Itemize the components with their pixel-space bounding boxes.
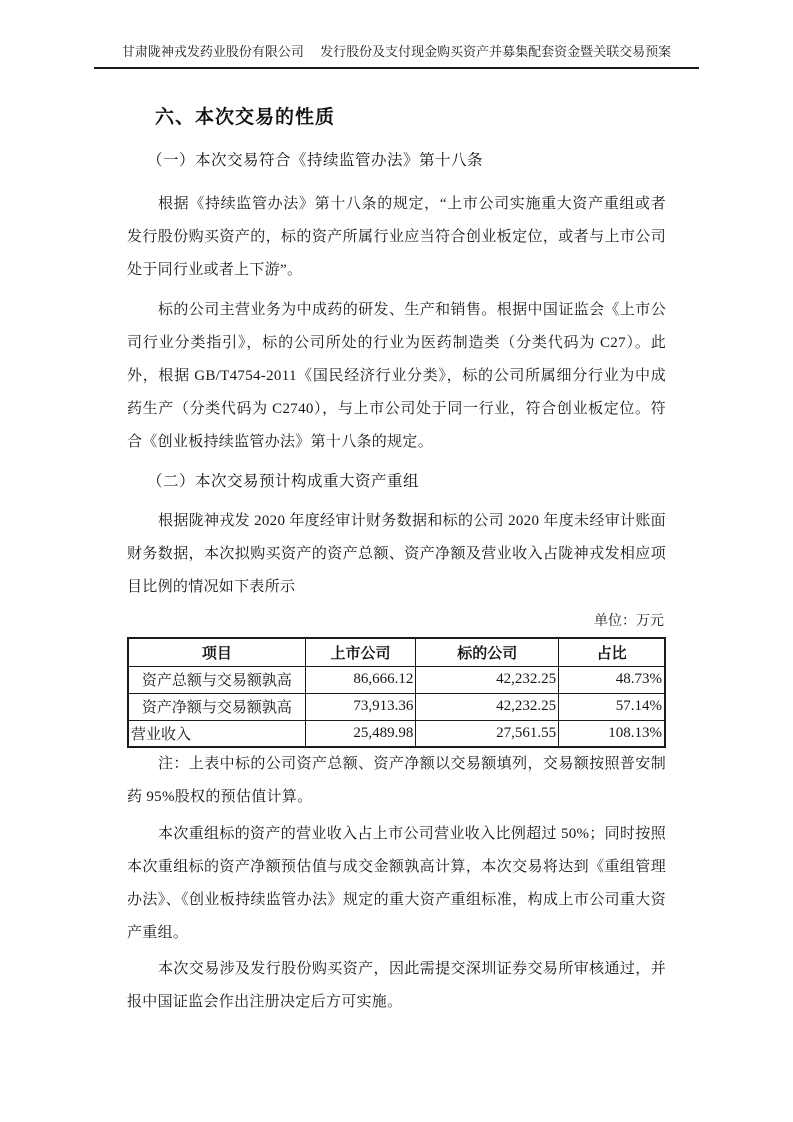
- row-listed-value: 73,913.36: [305, 693, 416, 720]
- table-row: [128, 720, 665, 747]
- asset-ratio-table: [127, 637, 666, 748]
- table-row: [128, 666, 665, 693]
- table-header-row: [128, 638, 665, 666]
- row-ratio-value: 57.14%: [559, 693, 665, 720]
- paragraph-table-note: 注：上表中标的公司资产总额、资产净额以交易额填列，交易额按照普安制药 95%股权的预估值计算。: [127, 756, 666, 805]
- table-header-ratio: 占比: [559, 638, 665, 666]
- paragraph-industry-classification: 标的公司主营业务为中成药的研发、生产和销售。根据中国证监会《上市公司行业分类指引》，标的公司所处的行业为医药制造类（分类代码为 C27）。此外，根据 GB/T4754-2011《国民经济行业分类》，标的公司所属细分行业为中成药生产（分类代码为 C2740），与上市公司处于同一行业，符合创业板定位。符合《创业板持续监管办法》第十八条的规定。: [127, 302, 666, 450]
- row-target-value: 42,232.25: [416, 666, 559, 693]
- table-unit-label: 单位：万元: [594, 614, 664, 629]
- row-ratio-value: 48.73%: [559, 666, 665, 693]
- section-title: 六、本次交易的性质: [155, 107, 336, 128]
- row-listed-value: 25,489.98: [305, 720, 416, 747]
- paragraph-regulation-quote: 根据《持续监管办法》第十八条的规定，“上市公司实施重大资产重组或者发行股份购买资产的，标的资产所属行业应当符合创业板定位，或者与上市公司处于同行业或者上下游”。: [127, 196, 666, 278]
- table-header-item: 项目: [128, 638, 305, 666]
- paragraph-major-restructuring: 本次重组标的资产的营业收入占上市公司营业收入比例超过 50%；同时按照本次重组标的资产净额预估值与成交金额孰高计算，本次交易将达到《重组管理办法》、《创业板持续监管办法》规定的重大资产重组标准，构成上市公司重大资产重组。: [127, 826, 666, 941]
- table-header-target-company: 标的公司: [416, 638, 559, 666]
- paragraph-approval-requirement: 本次交易涉及发行股份购买资产，因此需提交深圳证券交易所审核通过，并报中国证监会作出注册决定后方可实施。: [127, 961, 666, 1010]
- row-target-value: 27,561.55: [416, 720, 559, 747]
- row-ratio-value: 108.13%: [559, 720, 665, 747]
- table-row: [128, 693, 665, 720]
- row-label: 营业收入: [128, 720, 305, 747]
- row-label: 资产总额与交易额孰高: [128, 666, 305, 693]
- row-target-value: 42,232.25: [416, 693, 559, 720]
- subsection-2-heading: （二）本次交易预计构成重大资产重组: [147, 473, 420, 490]
- page-content: [127, 96, 666, 1019]
- row-label: 资产净额与交易额孰高: [128, 693, 305, 720]
- page-header: 甘肃陇神戎发药业股份有限公司 发行股份及支付现金购买资产并募集配套资金暨关联交易预案: [94, 43, 699, 69]
- subsection-1-heading: （一）本次交易符合《持续监管办法》第十八条: [147, 152, 484, 169]
- row-listed-value: 86,666.12: [305, 666, 416, 693]
- paragraph-table-intro: 根据陇神戎发 2020 年度经审计财务数据和标的公司 2020 年度未经审计账面财务数据，本次拟购买资产的资产总额、资产净额及营业收入占陇神戎发相应项目比例的情况如下表所示: [127, 513, 666, 595]
- table-header-listed-company: 上市公司: [305, 638, 416, 666]
